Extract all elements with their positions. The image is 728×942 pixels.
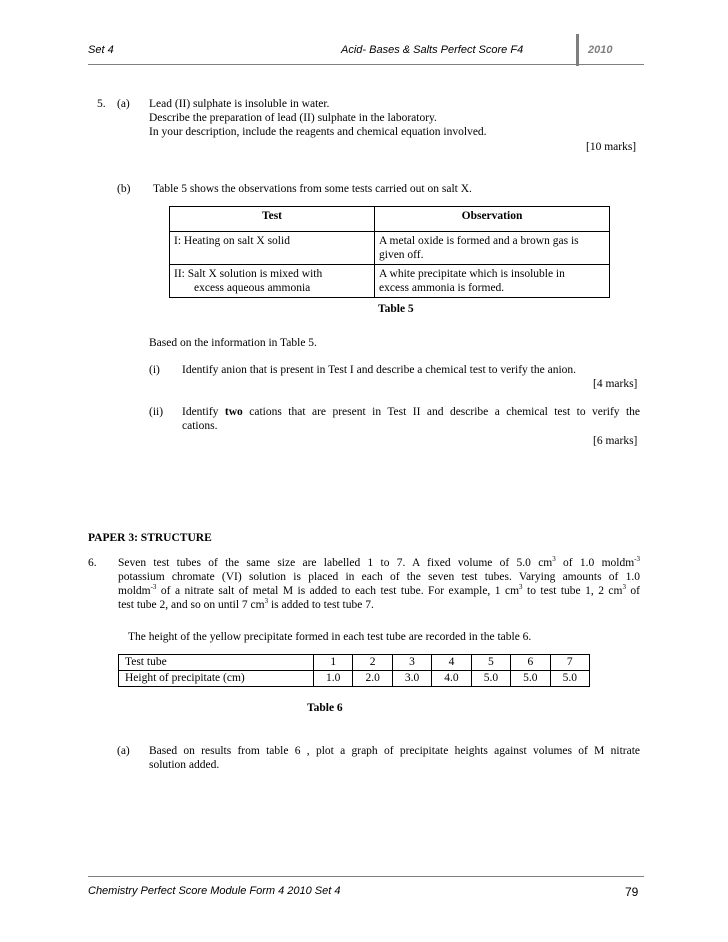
table5-test-2-line-1: II: Salt X solution is mixed with [174,268,323,280]
table6-height-6: 5.0 [511,671,550,687]
q6-line-3: moldm$^{-3}$ of a nitrate salt of metal M is added to each test tube. For example, 1 $cm^3$ to test tube 1, 2 $cm^3$ of [118,583,640,597]
q5-number: 5. [97,98,106,110]
q5b-ii-line-2: cations. [182,420,218,432]
table6-tube-1: 1 [314,655,353,671]
table-row [119,655,590,671]
table6-tube-3: 3 [392,655,431,671]
table5-obs-2-line-1: A white precipitate which is insoluble in [379,268,565,280]
header-title: Acid- Bases & Salts Perfect Score F4 [341,44,524,56]
header-year: 2010 [588,44,613,56]
table6-caption: Table 6 [307,702,343,714]
q5b-based: Based on the information in Table 5. [149,337,317,349]
table6-height-1: 1.0 [314,671,353,687]
table5-obs-1-line-1: A metal oxide is formed and a brown gas is [379,235,579,247]
table-row [170,265,610,298]
q5b-ii-emphasis: two [224,406,243,418]
table6-tube-4: 4 [432,655,471,671]
q6-number: 6. [88,557,97,569]
q5b-i-label: (i) [149,364,160,376]
footer-text: Chemistry Perfect Score Module Form 4 2010 Set 4 [88,885,341,897]
q5a-line-3: In your description, include the reagents and chemical equation involved. [149,126,487,138]
table-5 [169,206,610,298]
page-number: 79 [625,885,639,899]
table6-height-3: 3.0 [392,671,431,687]
q6-intro: The height of the yellow precipitate formed in each test tube are recorded in the table 6. [128,631,532,643]
table5-header-test: Test [170,207,375,232]
q5b-ii-line-1 [182,405,640,419]
table-row [119,671,590,687]
table6-height-7: 5.0 [550,671,589,687]
header-divider [576,34,579,66]
footer-rule [88,876,644,877]
table6-height-2: 2.0 [353,671,392,687]
q5a-line-1: Lead (II) sulphate is insoluble in water. [149,98,330,110]
q5b-ii-label: (ii) [149,406,164,418]
table5-header-observation: Observation [375,207,610,232]
table5-test-1: I: Heating on salt X solid [174,235,290,247]
q5b-ii-text-pre: Identify [182,406,219,418]
q5b-ii-marks: [6 marks] [593,435,638,447]
q5b-ii-text-post: cations that are present in Test II and describe a chemical test to verify the [249,406,641,418]
q6-line-2: potassium chromate (VI) solution is placed in each of the seven test tubes. Varying amounts of 1.0 [118,571,640,583]
q6a-label: (a) [117,745,130,757]
table6-height-4: 4.0 [432,671,471,687]
table6-tube-6: 6 [511,655,550,671]
header-rule [88,64,644,65]
table5-caption: Table 5 [378,303,414,315]
table5-obs-2-line-2: excess ammonia is formed. [379,282,505,294]
table5-test-2-line-2: excess aqueous ammonia [194,282,311,294]
q5b-label: (b) [117,183,131,195]
paper3-title: PAPER 3: STRUCTURE [88,532,212,544]
table6-row1-label: Test tube [119,655,314,671]
q5a-label: (a) [117,98,130,110]
table5-obs-1-line-2: given off. [379,249,424,261]
table6-tube-5: 5 [471,655,510,671]
q5b-intro: Table 5 shows the observations from some tests carried out on salt X. [153,183,472,195]
q5a-line-2: Describe the preparation of lead (II) sulphate in the laboratory. [149,112,437,124]
q5b-i-marks: [4 marks] [593,378,638,390]
table-row [170,232,610,265]
header-set: Set 4 [88,44,114,56]
table6-tube-2: 2 [353,655,392,671]
table6-height-5: 5.0 [471,671,510,687]
table6-row2-label: Height of precipitate (cm) [119,671,314,687]
table-6 [118,654,590,687]
q5b-i-text: Identify anion that is present in Test I and describe a chemical test to verify the anion. [182,364,577,376]
q6a-line-1: Based on results from table 6 , plot a graph of precipitate heights against volumes of M nitrate [149,745,640,757]
q6-line-4: test tube 2, and so on until 7 $cm^3$ is added to test tube 7. [118,597,374,611]
q6-line-1: Seven test tubes of the same size are labelled 1 to 7. A fixed volume of 5.0 $cm^3$ of 1.0 moldm$^{-3}$ [118,555,641,569]
q6a-line-2: solution added. [149,759,220,771]
q5a-marks: [10 marks] [586,141,637,153]
table6-tube-7: 7 [550,655,589,671]
